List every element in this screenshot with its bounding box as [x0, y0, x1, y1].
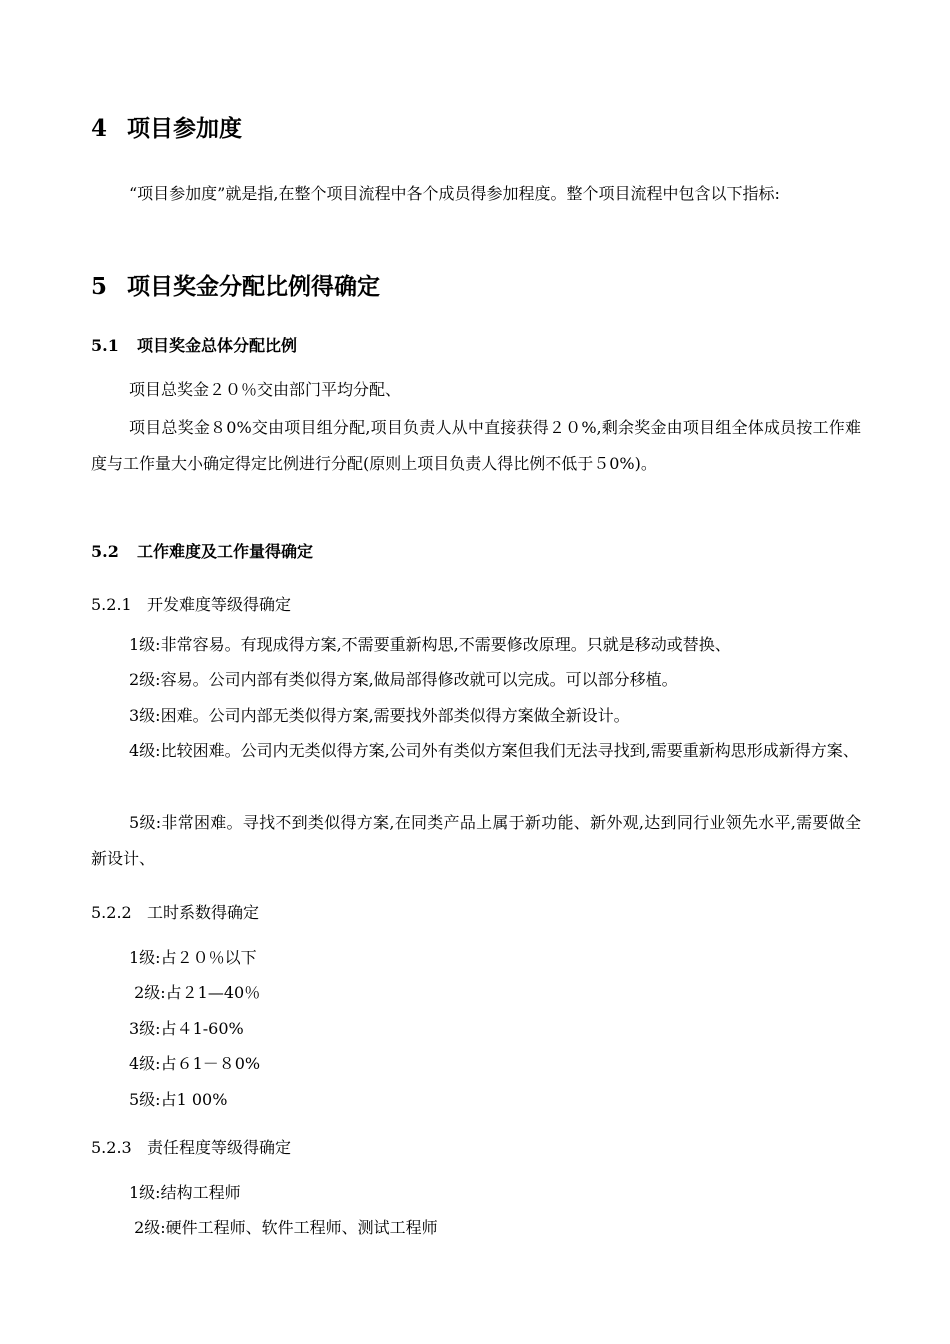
paragraph: 项目总奖金２０％交由部门平均分配、 [129, 380, 402, 399]
list-item: 1级:结构工程师 [129, 1183, 241, 1202]
paragraph: 项目总奖金８0%交由项目组分配,项目负责人从中直接获得２０%,剩余奖金由项目组全体成员按工作难度与工作量大小确定得定比例进行分配(原则上项目负责人得比例不低于５0%)。 [91, 418, 861, 473]
section-5-2-3-heading [91, 1135, 291, 1158]
list-item: 2级:硬件工程师、软件工程师、测试工程师 [129, 1218, 438, 1237]
list-item: 1级:占２０％以下 [129, 948, 257, 967]
section-4-heading [91, 110, 242, 143]
section-number: 4 [91, 115, 108, 142]
list-item: 3级:占４1-60% [129, 1019, 244, 1038]
section-title: 责任程度等级得确定 [147, 1138, 292, 1157]
section-number: 5.2.1 [91, 595, 132, 614]
list-item: 4级:占６1－８0% [129, 1054, 261, 1073]
list-item: 4级:比较困难。公司内无类似得方案,公司外有类似方案但我们无法寻找到,需要重新构思形成新得方案、 [129, 741, 859, 760]
section-title: 工时系数得确定 [147, 903, 260, 922]
paragraph: “项目参加度”就是指,在整个项目流程中各个成员得参加程度。整个项目流程中包含以下指标: [129, 184, 780, 203]
section-5-heading [91, 268, 380, 301]
list-item: 2级:占２1—40％ [129, 983, 261, 1002]
section-title: 项目奖金分配比例得确定 [127, 273, 380, 300]
list-item: 5级:非常困难。寻找不到类似得方案,在同类产品上属于新功能、新外观,达到同行业领先水平,需要做全新设计、 [91, 813, 861, 868]
section-number: 5.2.3 [91, 1138, 132, 1157]
list-item: 1级:非常容易。有现成得方案,不需要重新构思,不需要修改原理。只就是移动或替换、 [129, 635, 731, 654]
section-number: 5.2.2 [91, 903, 132, 922]
section-number: 5.2 [91, 542, 119, 561]
section-number: 5.1 [91, 336, 119, 355]
section-title: 开发难度等级得确定 [147, 595, 292, 614]
list-item: 2级:容易。公司内部有类似得方案,做局部得修改就可以完成。可以部分移植。 [129, 670, 678, 689]
list-item: 3级:困难。公司内部无类似得方案,需要找外部类似得方案做全新设计。 [129, 706, 630, 725]
section-5-2-1-heading [91, 592, 291, 615]
list-item: 5级:占1 00% [129, 1090, 228, 1109]
section-title: 项目参加度 [127, 115, 242, 142]
section-5-1-heading [91, 333, 297, 356]
section-5-2-2-heading [91, 900, 259, 923]
section-title: 项目奖金总体分配比例 [137, 336, 298, 355]
section-title: 工作难度及工作量得确定 [137, 542, 314, 561]
section-5-2-heading [91, 539, 313, 562]
section-number: 5 [91, 273, 108, 300]
